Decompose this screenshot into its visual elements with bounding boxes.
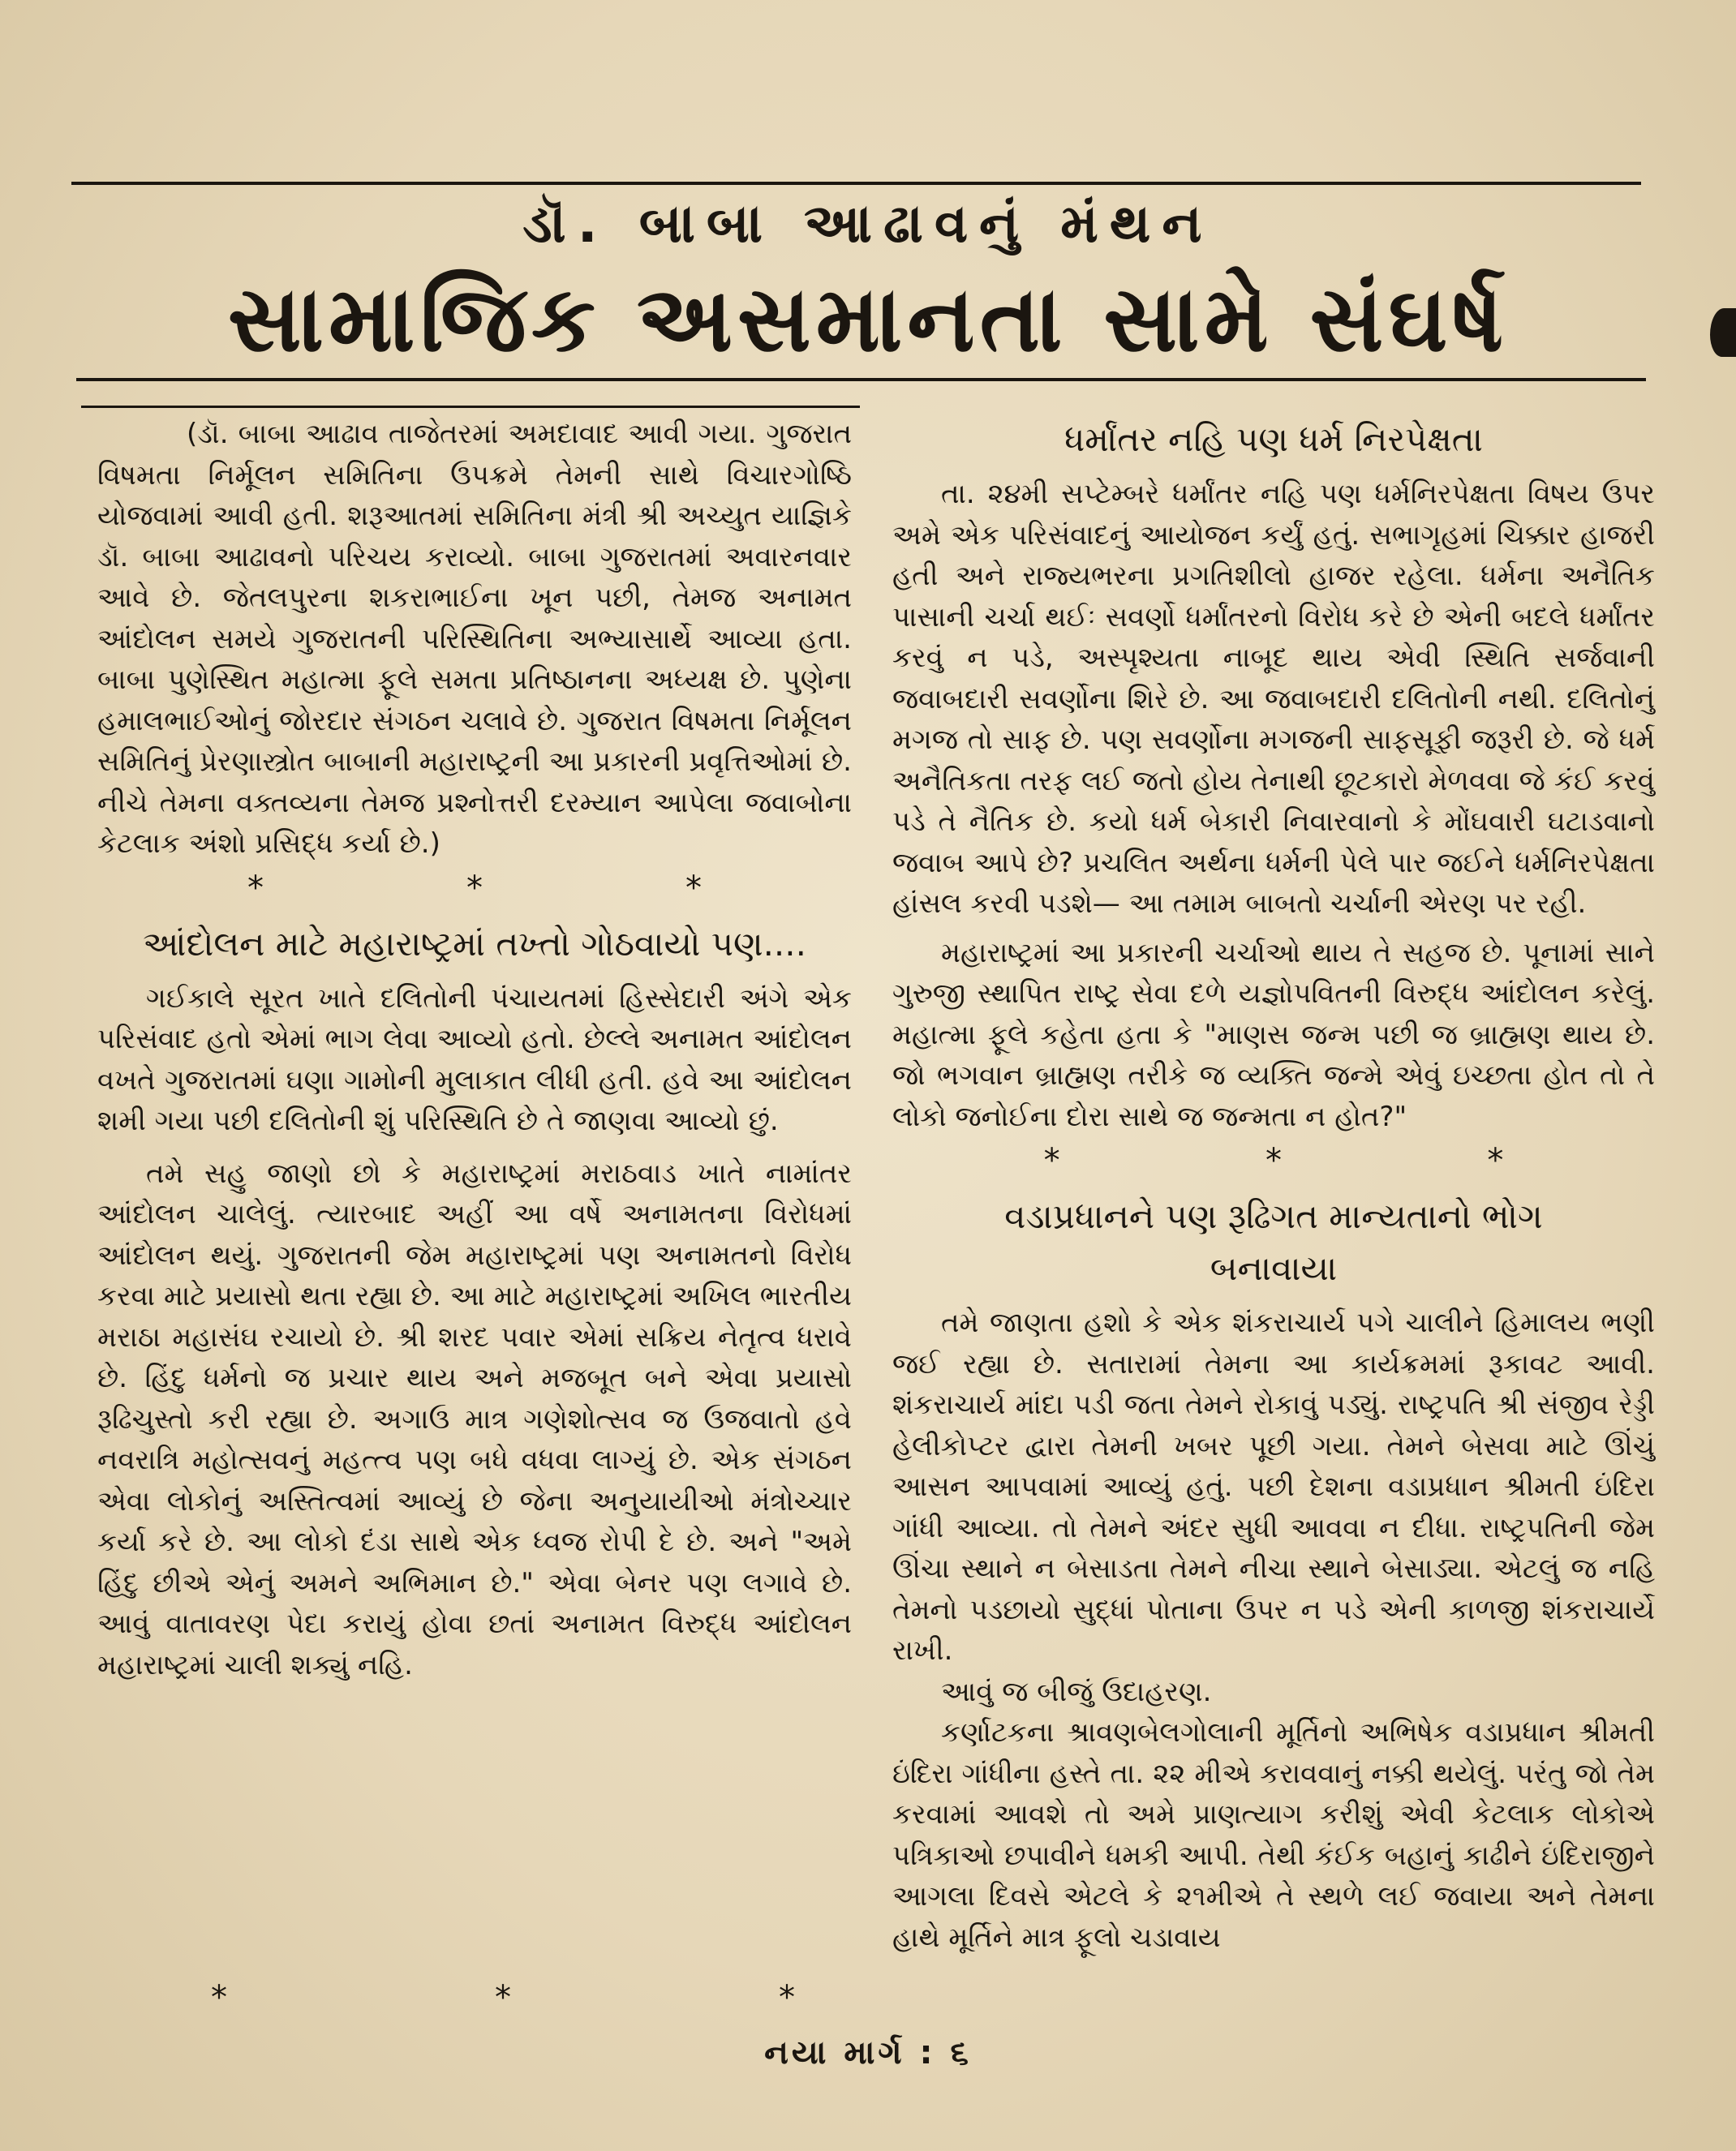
top-rule [71,182,1641,185]
right-column [892,414,1655,1958]
star-divider: * [1265,1142,1282,1179]
star-divider: * [1043,1142,1060,1179]
body-paragraph: તમે જાણતા હશો કે એક શંકરાચાર્ય પગે ચાલીને હિમાલય ભણી જઈ રહ્યા છે. સતારામાં તેમના આ કાર્યક્રમમાં રૂકાવટ આવી. શંકરાચાર્ય માંદા પડી જતા તેમને રોકાવું પડ્યું. રાષ્ટ્રપતિ શ્રી સંજીવ રેડ્ડી હેલીકોપ્ટર દ્વારા તેમની ખબર પૂછી ગયા. તેમને બેસવા માટે ઊંચું આસન આપવામાં આવ્યું હતું. પછી દેશના વડાપ્રધાન શ્રીમતી ઇંદિરા ગાંધી આવ્યા. તો તેમને અંદર સુધી આવવા ન દીધા. રાષ્ટ્રપતિની જેમ ઊંચા સ્થાને ન બેસાડતા તેમને નીચા સ્થાને બેસાડ્યા. એટલું જ નહિ તેમનો પડછાયો સુદ્ધાં પોતાના ઉપર ન પડે એની કાળજી શંકરાચાર્યે રાખી. [892,1307,1655,1667]
intro-paragraph: (ડૉ. બાબા આઢાવ તાજેતરમાં અમદાવાદ આવી ગયા. ગુજરાત વિષમતા નિર્મૂલન સમિતિના ઉપક્રમે તેમની સાથે વિચારગોષ્ઠિ યોજવામાં આવી હતી. શરૂઆતમાં સમિતિના મંત્રી શ્રી અચ્યુત યાજ્ઞિકે ડૉ. બાબા આઢાવનો પરિચય કરાવ્યો. બાબા ગુજરાતમાં અવારનવાર આવે છે. જેતલપુરના શકરાભાઈના ખૂન પછી, તેમજ અનામત આંદોલન સમયે ગુજરાતની પરિસ્થિતિના અભ્યાસાર્થે આવ્યા હતા. બાબા પુણેસ્થિત મહાત્મા ફૂલે સમતા પ્રતિષ્ઠાનના અધ્યક્ષ છે. પુણેના હમાલભાઈઓનું જોરદાર સંગઠન ચલાવે છે. ગુજરાત વિષમતા નિર્મૂલન સમિતિનું પ્રેરણાસ્ત્રોત બાબાની મહારાષ્ટ્રની આ પ્રકારની પ્રવૃત્તિઓમાં છે. નીચે તેમના વક્તવ્યના તેમજ પ્રશ્નોત્તરી દરમ્યાન આપેલા જવાબોના કેટલાક અંશો પ્રસિદ્ધ કર્યા છે.) [97,418,852,860]
body-paragraph: તા. ૨૪મી સપ્ટેમ્બરે ધર્માંતર નહિ પણ ધર્મનિરપેક્ષતા વિષય ઉપર અમે એક પરિસંવાદનું આયોજન કર્યું હતું. સભાગૃહમાં ચિક્કાર હાજરી હતી અને રાજ્યભરના પ્રગતિશીલો હાજર રહેલા. ધર્મના અનૈતિક પાસાની ચર્ચા થઈઃ સવર્ણો ધર્માંતરનો વિરોધ કરે છે એની બદલે ધર્માંતર કરવું ન પડે, અસ્પૃશ્યતા નાબૂદ થાય એવી સ્થિતિ સર્જવાની જવાબદારી સવર્ણોના શિરે છે. આ જવાબદારી દલિતોની નથી. દલિતોનું મગજ તો સાફ છે. પણ સવર્ણોના મગજની સાફસૂફી જરૂરી છે. જે ધર્મ અનૈતિકતા તરફ લઈ જતો હોય તેનાથી છૂટકારો મેળવવા જે કંઈ કરવું પડે તે નૈતિક છે. કયો ધર્મ બેકારી નિવારવાનો કે મોંઘવારી ઘટાડવાનો જવાબ આપે છે? પ્રચલિત અર્થના ધર્મની પેલે પાર જઈને ધર્મનિરપેક્ષતા હાંસલ કરવી પડશે— આ તમામ બાબતો ચર્ચાની એરણ પર રહી. [892,478,1655,920]
star-divider: * [685,869,702,907]
body-paragraph: તમે સહુ જાણો છો કે મહારાષ્ટ્રમાં મરાઠવાડ ખાતે નામાંતર આંદોલન ચાલેલું. ત્યારબાદ અહીં આ વર્ષે અનામતના વિરોધમાં આંદોલન થયું. ગુજરાતની જેમ મહારાષ્ટ્રમાં પણ અનામતનો વિરોધ કરવા માટે પ્રયાસો થતા રહ્યા છે. આ માટે મહારાષ્ટ્રમાં અખિલ ભારતીય મરાઠા મહાસંઘ રચાયો છે. શ્રી શરદ પવાર એમાં સક્રિય નેતૃત્વ ધરાવે છે. હિંદુ ધર્મનો જ પ્રચાર થાય અને મજબૂત બને એવા પ્રયાસો રૂઢિચુસ્તો કરી રહ્યા છે. અગાઉ માત્ર ગણેશોત્સવ જ ઉજવાતો હવે નવરાત્રિ મહોત્સવનું મહત્ત્વ પણ બધે વધવા લાગ્યું છે. એક સંગઠન એવા લોકોનું અસ્તિત્વમાં આવ્યું છે જેના અનુયાયીઓ મંત્રોચ્ચાર કર્યા કરે છે. આ લોકો દંડા સાથે એક ધ્વજ રોપી દે છે. અને "અમે હિંદુ છીએ એનું અમને અભિમાન છે." એવા બેનર પણ લગાવે છે. આવું વાતાવરણ પેદા કરાયું હોવા છતાં અનામત વિરુદ્ધ આંદોલન મહારાષ્ટ્રમાં ચાલી શક્યું નહિ. [97,1157,852,1681]
section-divider-stars [941,1142,1606,1179]
star-divider: * [495,1979,511,2016]
section-heading: વડાપ્રધાનને પણ રૂઢિગત માન્યતાનો ભોગ બનાવાયા [1004,1196,1543,1288]
body-paragraph: ગઈકાલે સૂરત ખાતે દલિતોની પંચાયતમાં હિસ્સેદારી અંગે એક પરિસંવાદ હતો એમાં ભાગ લેવા આવ્યો હતો. છેલ્લે અનામત આંદોલન વખતે ગુજરાતમાં ઘણા ગામોની મુલાકાત લીધી હતી. હવે આ આંદોલન શમી ગયા પછી દલિતોની શું પરિસ્થિતિ છે તે જાણવા આવ્યો છું. [97,981,852,1137]
star-divider: * [466,869,483,907]
page-footer: નયા માર્ગ : ૬ [764,2034,972,2072]
ink-blot-mark [1710,308,1736,357]
section-heading: ધર્માંતર નહિ પણ ધર્મ નિરપેક્ષતા [1064,419,1483,459]
body-paragraph: કર્ણાટકના શ્રાવણબેલગોલાની મૂર્તિનો અભિષેક વડાપ્રધાન શ્રીમતી ઇંદિરા ગાંધીના હસ્તે તા. ૨૨ મીએ કરાવવાનું નક્કી થયેલું. પરંતુ જો તેમ કરવામાં આવશે તો અમે પ્રાણત્યાગ કરીશું એવી કેટલાક લોકોએ પત્રિકાઓ છપાવીને ધમકી આપી. તેથી કંઈક બહાનું કાઢીને ઇંદિરાજીને આગલા દિવસે એટલે કે ૨૧મીએ તે સ્થળે લઈ જવાયા અને તેમના હાથે મૂર્તિને માત્ર ફૂલો ચડાવાય [892,1716,1655,1954]
body-paragraph: આવું જ બીજું ઉદાહરણ. [941,1675,1212,1708]
star-divider: * [247,869,264,907]
article-headline: સામાજિક અસમાનતા સામે સંઘર્ષ [227,267,1509,372]
star-divider: * [779,1979,795,2016]
section-divider-stars [146,869,803,907]
left-column-rule [81,406,860,408]
headline-rule [76,378,1646,381]
section-heading: આંદોલન માટે મહારાષ્ટ્રમાં તખ્તો ગોઠવાયો પણ.... [143,923,806,964]
body-paragraph: મહારાષ્ટ્રમાં આ પ્રકારની ચર્ચાઓ થાય તે સહજ છે. પૂનામાં સાને ગુરુજી સ્થાપિત રાષ્ટ્ર સેવા દળે યજ્ઞોપવિતની વિરુદ્ધ આંદોલન કરેલું. મહાત્મા ફૂલે કહેતા હતા કે "માણસ જન્મ પછી જ બ્રાહ્મણ થાય છે. જો ભગવાન બ્રાહ્મણ તરીકે જ વ્યક્તિ જન્મે એવું ઇચ્છતા હોત તો તે લોકો જનોઈના દોરા સાથે જ જન્મતા ન હોત?" [892,936,1655,1133]
star-divider: * [211,1979,227,2016]
left-column [97,414,852,1685]
article-kicker: ડૉ. બાબા આઢાવનું મંથન [522,192,1214,255]
bottom-divider-stars [211,1979,795,2016]
star-divider: * [1487,1142,1504,1179]
